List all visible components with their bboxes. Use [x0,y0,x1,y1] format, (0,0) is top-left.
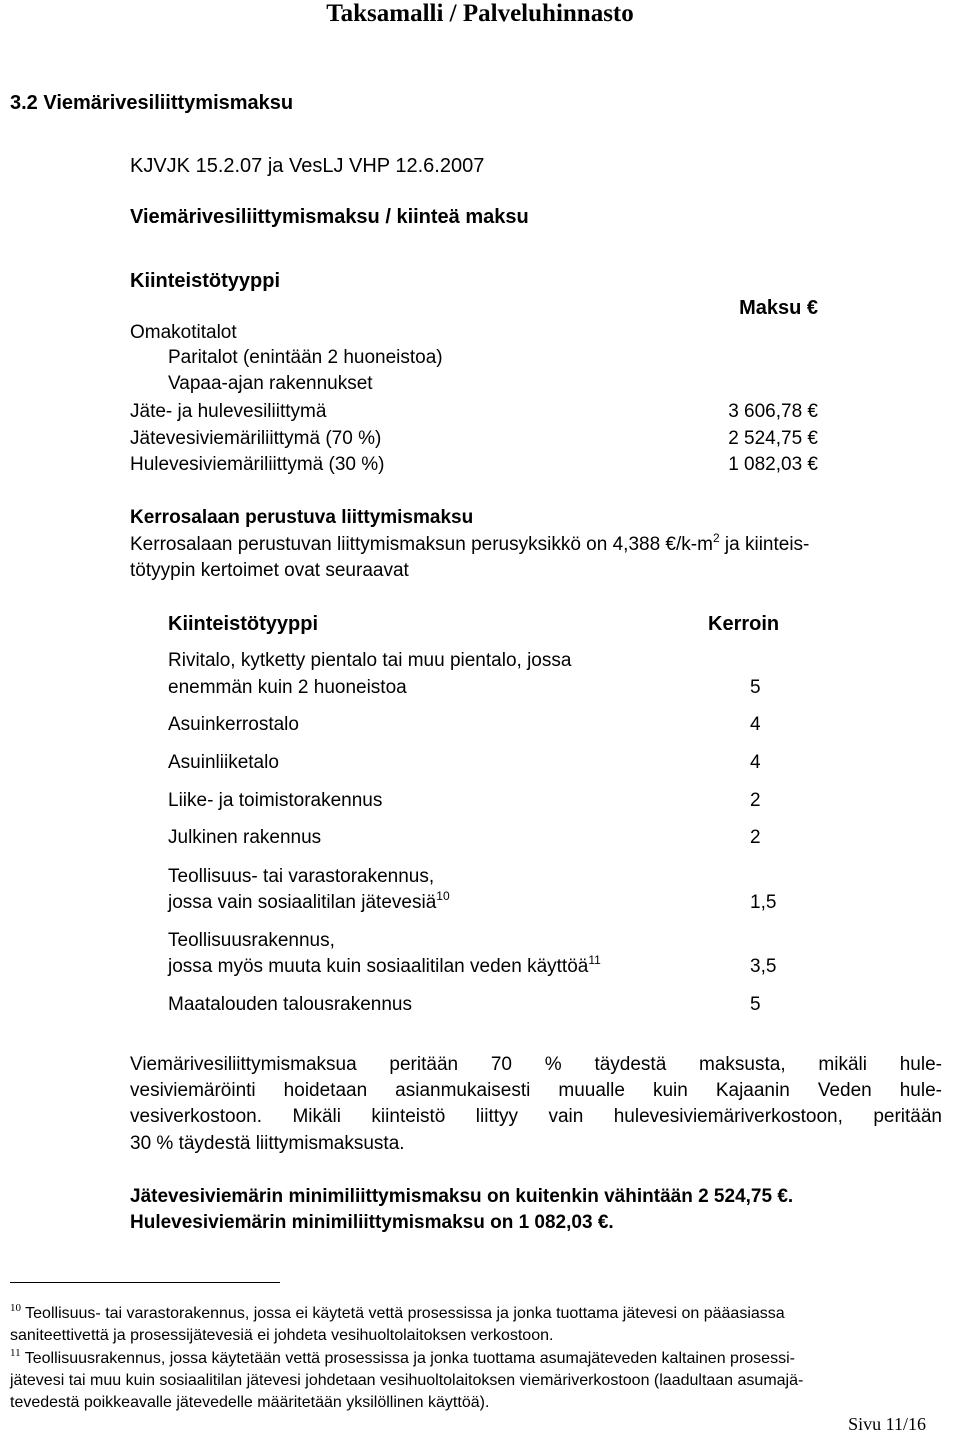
coef-row-value: 5 [750,994,761,1015]
coef-row-value: 4 [750,752,761,773]
paragraph-line: 30 % täydestä liittymismaksusta. [130,1133,405,1154]
paragraph-line: vesiverkostoon. Mikäli kiinteistö liittyy vain hulevesiviemäriverkostoon, peritään [130,1106,942,1127]
footnote-11-line2: jätevesi tai muu kuin sosiaalitilan jätevesi johdetaan vesihuoltolaitoksen viemäriverkostoon (laadultaan asumajä- [10,1372,804,1389]
coef-row-value: 3,5 [750,956,777,977]
fee-row-value: 1 082,03 € [728,454,818,475]
coef-row-value: 5 [750,677,761,698]
type-paritalot: Paritalot (enintään 2 huoneistoa) [168,347,443,368]
coef-row-line1: Rivitalo, kytketty pientalo tai muu pientalo, jossa [168,650,572,671]
footnote-11-line1: $^{11}$ Teollisuusrakennus, jossa käytetään vettä prosessissa ja jonka tuottama asumajäteveden kaltainen prosessi- [10,1347,795,1367]
type-vapaa-ajan: Vapaa-ajan rakennukset [168,373,373,394]
fee-row-label: Hulevesiviemäriliittymä (30 %) [130,454,385,475]
fixed-fee-heading: Viemärivesiliittymismaksu / kiinteä maksu [130,206,529,228]
fixed-fee-col-type: Kiinteistötyyppi [130,270,281,292]
footnote-10-line2: saniteettivettä ja prosessijätevesiä ei johdeta vesihuoltolaitoksen verkostoon. [10,1327,554,1344]
coef-row-label: enemmän kuin 2 huoneistoa [168,677,407,698]
footnote-11-line3: tevedestä poikkeavalle jätevedelle määritetään yksilöllinen käyttöä). [10,1394,490,1411]
area-fee-intro-line2: tötyypin kertoimet ovat seuraavat [130,560,409,581]
minimum-fee-wastewater: Jätevesiviemärin minimiliittymismaksu on kuitenkin vähintään 2 524,75 €. [130,1186,794,1207]
coef-row-label: jossa vain sosiaalitilan jätevesiä$^{10}$ [168,889,450,913]
area-fee-heading: Kerrosalaan perustuva liittymismaksu [130,507,474,528]
coef-row-label: Asuinkerrostalo [168,714,299,735]
superscript-2: 2 [712,531,720,545]
section-heading: 3.2 Viemärivesiliittymismaksu [10,92,294,114]
paragraph-line: vesiviemäröinti hoidetaan asianmukaisesti muualle kuin Kajaanin Veden hule- [130,1080,942,1101]
coef-row-label: jossa myös muuta kuin sosiaalitilan veden käyttöä$^{11}$ [168,953,601,977]
coef-row-value: 2 [750,790,761,811]
footnote-10-line1: $^{10}$ Teollisuus- tai varastorakennus, jossa ei käytetä vettä prosessissa ja jonka tuottama jätevesi on pääasiassa [10,1302,785,1322]
page-number: Sivu 11/16 [848,1414,926,1434]
coef-row-label: Asuinliiketalo [168,752,279,773]
type-omakotitalot: Omakotitalot [130,322,237,343]
coef-row-value: 4 [750,714,761,735]
coef-row-label: Julkinen rakennus [168,827,322,848]
fee-row-value: 3 606,78 € [728,401,818,422]
document-header: Taksamalli / Palveluhinnasto [326,0,634,27]
fee-row-label: Jätevesiviemäriliittymä (70 %) [130,428,382,449]
footnote-ref-11: 11 [588,953,601,967]
area-fee-intro: Kerrosalaan perustuvan liittymismaksun perusyksikkö on 4,388 $€/k-m^2$ ja kiinteis- [130,531,810,555]
coef-col-coef: Kerroin [708,613,780,635]
coef-row-line1: Teollisuus- tai varastorakennus, [168,866,435,887]
coef-row-value: 1,5 [750,892,777,913]
footnote-separator [10,1282,280,1283]
minimum-fee-stormwater: Hulevesiviemärin minimiliittymismaksu on 1 082,03 €. [130,1212,614,1233]
fixed-fee-col-fee: Maksu € [739,297,818,319]
paragraph-line: Viemärivesiliittymismaksua peritään 70 % täydestä maksusta, mikäli hule- [130,1054,942,1075]
coef-row-value: 2 [750,827,761,848]
fee-row-value: 2 524,75 € [728,428,818,449]
coef-col-type: Kiinteistötyyppi [168,613,319,635]
coef-row-label: Maatalouden talousrakennus [168,994,413,1015]
footnote-number-11: 11 [10,1347,21,1359]
footnote-ref-10: 10 [436,889,450,903]
coef-row-line1: Teollisuusrakennus, [168,930,335,951]
reference-line: KJVJK 15.2.07 ja VesLJ VHP 12.6.2007 [130,155,485,177]
fee-row-label: Jäte- ja hulevesiliittymä [130,401,327,422]
footnote-number-10: 10 [10,1302,21,1314]
coef-row-label: Liike- ja toimistorakennus [168,790,383,811]
